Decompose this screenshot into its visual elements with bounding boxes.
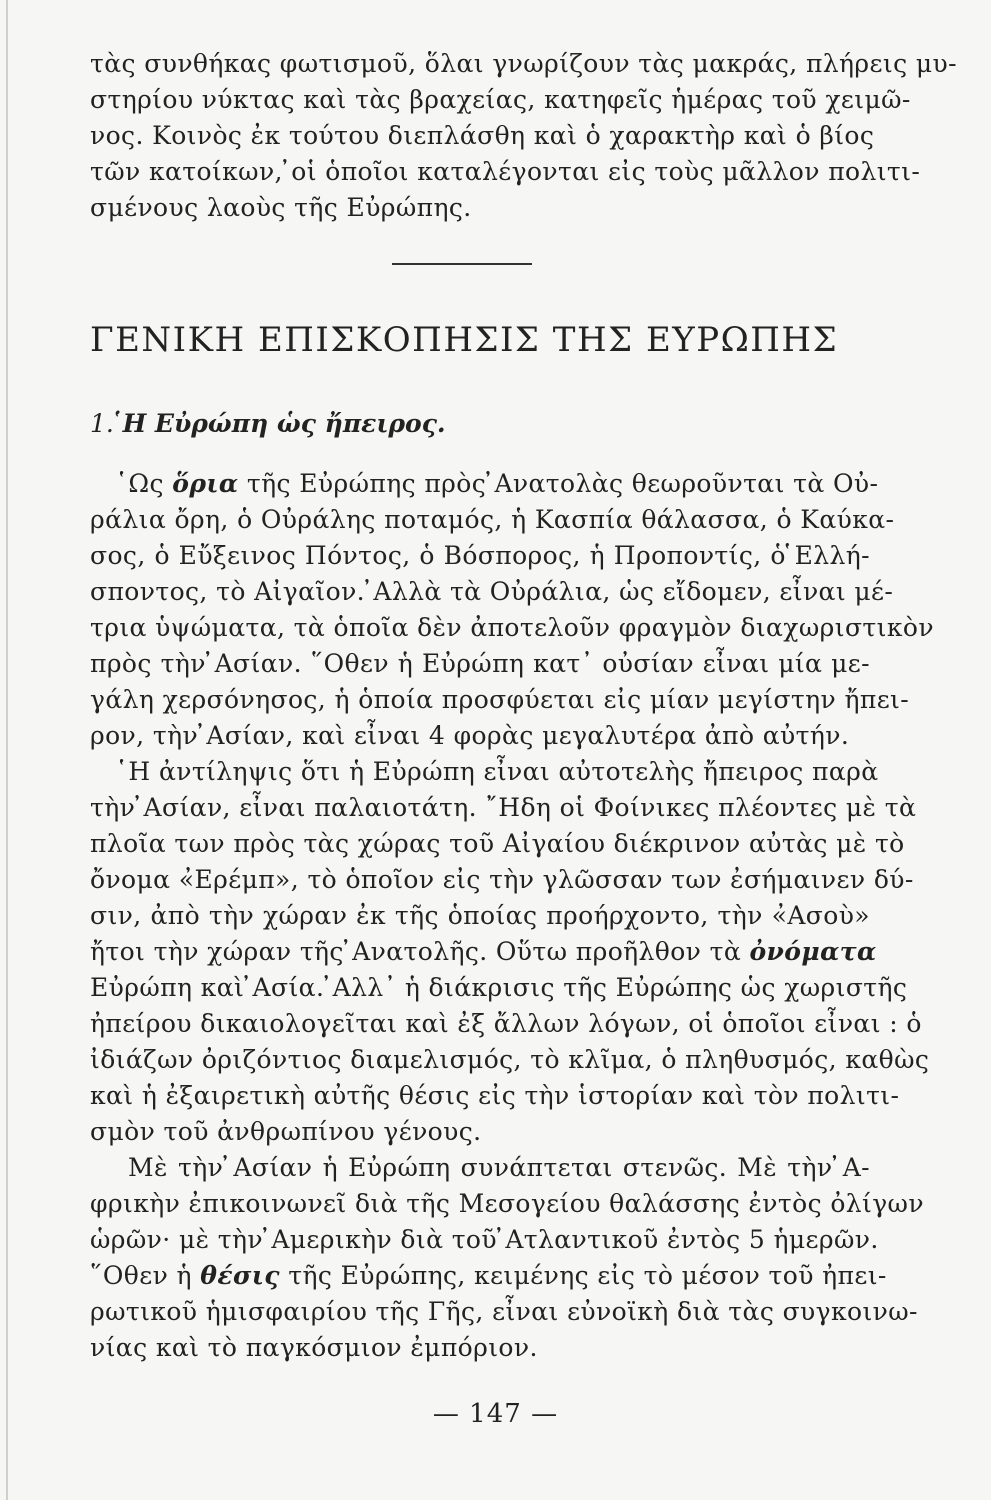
text-line: ἰδιάζων ὀριζόντιος διαμελισμός, τὸ κλῖμα, ὁ πληθυσμός, καθὼς [90,1045,930,1074]
text-line: ρωτικοῦ ἡμισφαιρίου τῆς Γῆς, εἶναι εὐνοϊκὴ διὰ τὰς συγκοινω- [90,1297,918,1326]
text-fragment: τῆς Εὐρώπης, κειμένης εἰς τὸ μέσον τοῦ ἠπει- [279,1261,887,1290]
intro-paragraph [90,46,957,226]
paragraph-2 [90,754,930,1150]
text-line [90,1258,887,1294]
text-line: σποντος, τὸ Αἰγαῖον. ̓Αλλὰ τὰ Οὐράλια, ὡς εἴδομεν, εἶναι μέ- [90,577,894,606]
text-fragment: τῆς Εὐρώπης πρὸς ̓Ανατολὰς θεωροῦνται τὰ Οὐ- [238,469,879,498]
paragraph-1 [90,466,934,754]
text-line: φρικὴν ἐπικοινωνεῖ διὰ τῆς Μεσογείου θαλάσσης ἐντὸς ὀλίγων [90,1189,924,1218]
paragraph-3 [90,1150,924,1366]
section-number: 1. [90,409,114,438]
section-divider [392,263,532,265]
binding-edge [6,0,8,1500]
text-line: ράλια ὄρη, ὁ Οὐράλης ποταμός, ἡ Κασπία θάλασσα, ὁ Καύκα- [90,505,895,534]
text-line: τὰς συνθήκας φωτισμοῦ, ὅλαι γνωρίζουν τὰς μακράς, πλήρεις μυ- [90,49,957,78]
text-line: ὡρῶν· μὲ τὴν ̓Αμερικὴν διὰ τοῦ ̓Ατλαντικοῦ ἐντὸς 5 ἡμερῶν. [90,1225,879,1254]
text-line: γάλη χερσόνησος, ἡ ὁποία προσφύεται εἰς μίαν μεγίστην ἤπει- [90,685,910,714]
section-heading [90,407,446,441]
text-line: τὴν ̓Ασίαν, εἶναι παλαιοτάτη. ῎Ηδη οἱ Φοίνικες πλέοντες μὲ τὰ [90,793,917,822]
text-line: πλοῖα των πρὸς τὰς χώρας τοῦ Αἰγαίου διέκρινον αὐτὰς μὲ τὸ [90,829,905,858]
text-fragment: ῞Οθεν ἡ [90,1261,201,1290]
text-line [90,466,879,502]
text-line: ̔Η ἀντίληψις ὅτι ἡ Εὐρώπη εἶναι αὐτοτελὴς ἤπειρος παρὰ [128,757,879,786]
text-line: νίας καὶ τὸ παγκόσμιον ἐμπόριον. [90,1333,538,1362]
text-fragment: ἤτοι τὴν χώραν τῆς ̓Ανατολῆς. Οὕτω προῆλθον τὰ [90,937,750,966]
text-line: Εὐρώπη καὶ ̓Ασία. ̓Αλλ᾽ ἡ διάκρισις τῆς Εὐρώπης ὡς χωριστῆς [90,973,908,1002]
text-line: ἠπείρου δικαιολογεῖται καὶ ἐξ ἄλλων λόγων, οἱ ὁποῖοι εἶναι : ὁ [90,1009,922,1038]
text-line: τρια ὑψώματα, τὰ ὁποῖα δὲν ἀποτελοῦν φραγμὸν διαχωριστικὸν [90,613,934,642]
section-title: ̔Η Εὐρώπη ὡς ἤπειρος. [122,409,446,438]
text-line: Μὲ τὴν ̓Ασίαν ἡ Εὐρώπη συνάπτεται στενῶς. Μὲ τὴν ̓Α- [128,1153,870,1182]
text-line: τῶν κατοίκων, ̓οἱ ὁποῖοι καταλέγονται εἰς τοὺς μᾶλλον πολιτι- [90,157,921,186]
emphasized-term: θέσις [200,1261,280,1290]
text-line: καὶ ἡ ἐξαιρετικὴ αὐτῆς θέσις εἰς τὴν ἱστορίαν καὶ τὸν πολιτι- [90,1081,900,1110]
emphasized-term: ὀνόματα [749,937,877,966]
text-fragment: ̔Ως [128,469,173,498]
text-line: ὄνομα «̓Ερέμπ», τὸ ὁποῖον εἰς τὴν γλῶσσαν των ἐσήμαινεν δύ- [90,865,914,894]
text-line: σος, ὁ Εὔξεινος Πόντος, ὁ Βόσπορος, ἡ Προποντίς, ὁ ̔Ελλή- [90,541,870,570]
emphasized-term: ὅρια [172,469,239,498]
text-line: σμένους λαοὺς τῆς Εὐρώπης. [90,193,472,222]
text-line: ρον, τὴν ̓Ασίαν, καὶ εἶναι 4 φορὰς μεγαλυτέρα ἀπὸ αὐτήν. [90,721,850,750]
page-number: — 147 — [432,1399,559,1429]
text-line: νος. Κοινὸς ἐκ τούτου διεπλάσθη καὶ ὁ χαρακτὴρ καὶ ὁ βίος [90,121,875,150]
text-line: σιν, ἀπὸ τὴν χώραν ἐκ τῆς ὁποίας προήρχοντο, τὴν «̓Ασοὺ» [90,901,870,930]
text-line [90,934,877,970]
text-line: πρὸς τὴν ̓Ασίαν. ῞Οθεν ἡ Εὐρώπη κατ᾽ οὐσίαν εἶναι μία με- [90,649,870,678]
text-line: σμὸν τοῦ ἀνθρωπίνου γένους. [90,1117,482,1146]
text-line: στηρίου νύκτας καὶ τὰς βραχείας, κατηφεῖς ἡμέρας τοῦ χειμῶ- [90,85,911,114]
chapter-title: ΓΕΝΙΚΗ ΕΠΙΣΚΟΠΗΣΙΣ ΤΗΣ ΕΥΡΩΠΗΣ [90,320,839,360]
